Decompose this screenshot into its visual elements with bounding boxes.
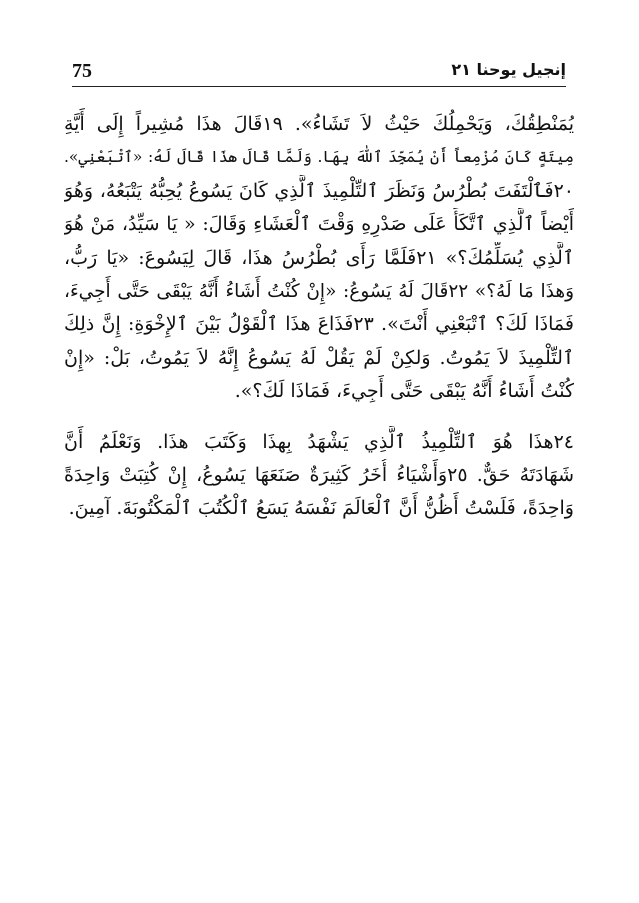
- text-line: ٱلَّذِي يُسَلِّمُكَ؟» ٢١فَلَمَّا رَأَى بُطْرُسُ هذَا، قَالَ لِيَسُوعَ: «يَا رَبُّ،: [64, 246, 574, 269]
- page-number: 75: [72, 60, 92, 82]
- text-line: ٢٤هذَا هُوَ ٱلتِّلْمِيذُ ٱلَّذِي يَشْهَدُ بِهذَا وَكَتَبَ هذَا. وَنَعْلَمُ أَنَّ: [64, 430, 574, 453]
- text-line: ٢٠فَٱلْتَفَتَ بُطْرُسُ وَنَظَرَ ٱلتِّلْمِيذَ ٱلَّذِي كَانَ يَسُوعُ يُحِبُّهُ يَتْبَعُهُ، وَهُوَ: [64, 179, 574, 202]
- text-line: مِيتَةٍ كَانَ مُزْمِعاً أَنْ يُمَجِّدَ ٱللّٰهَ بِهَا. وَلَمَّا قَالَ هذَا قَالَ لَهُ: «ٱتْبَعْنِي».: [64, 148, 574, 167]
- text-line: أَيْضاً ٱلَّذِي ٱتَّكَأَ عَلَى صَدْرِهِ وَقْتَ ٱلْعَشَاءِ وَقَالَ: « يَا سَيِّدُ، مَنْ هُوَ: [64, 213, 574, 236]
- text-line: يُمَنْطِقُكَ، وَيَحْمِلُكَ حَيْثُ لاَ تَشَاءُ». ١٩قَالَ هذَا مُشِيراً إِلَى أَيَّةِ: [64, 113, 574, 135]
- text-line: ٱلتِّلْمِيذَ لاَ يَمُوتُ. وَلكِنْ لَمْ يَقُلْ لَهُ يَسُوعُ إِنَّهُ لاَ يَمُوتُ، بَلْ: «إِنْ: [64, 346, 574, 369]
- text-line: فَمَاذَا لَكَ؟ ٱتْبَعْنِي أَنْتَ». ٢٣فَذَاعَ هذَا ٱلْقَوْلُ بَيْنَ ٱلإِخْوَةِ: إِنَّ ذلِكَ: [64, 313, 574, 336]
- paragraph: [64, 108, 574, 409]
- header-divider: [72, 86, 566, 87]
- text-line: شَهَادَتَهُ حَقٌّ. ٢٥وَأَشْيَاءُ أُخَرُ كَثِيرَةٌ صَنَعَهَا يَسُوعُ، إِنْ كُتِبَتْ وَاحِدَةً: [64, 463, 574, 486]
- scripture-text: [64, 108, 574, 526]
- text-line: وَاحِدَةً، فَلَسْتُ أَظُنُّ أَنَّ ٱلْعَالَمَ نَفْسَهُ يَسَعُ ٱلْكُتُبَ ٱلْمَكْتُوبَةَ. آمِينَ.: [68, 497, 574, 520]
- paragraph: [64, 426, 574, 526]
- running-title: إنجيل يوحنا ٢١: [451, 60, 566, 79]
- text-line: كُنْتُ أَشَاءُ أَنَّهُ يَبْقَى حَتَّى أَجِيءَ، فَمَاذَا لَكَ؟».: [234, 380, 574, 403]
- page-header: [72, 58, 566, 88]
- text-line: وَهذَا مَا لَهُ؟» ٢٢قَالَ لَهُ يَسُوعُ: «إِنْ كُنْتُ أَشَاءُ أَنَّهُ يَبْقَى حَتَّى أَجِيءَ،: [64, 280, 574, 302]
- paragraph-gap: [64, 409, 574, 426]
